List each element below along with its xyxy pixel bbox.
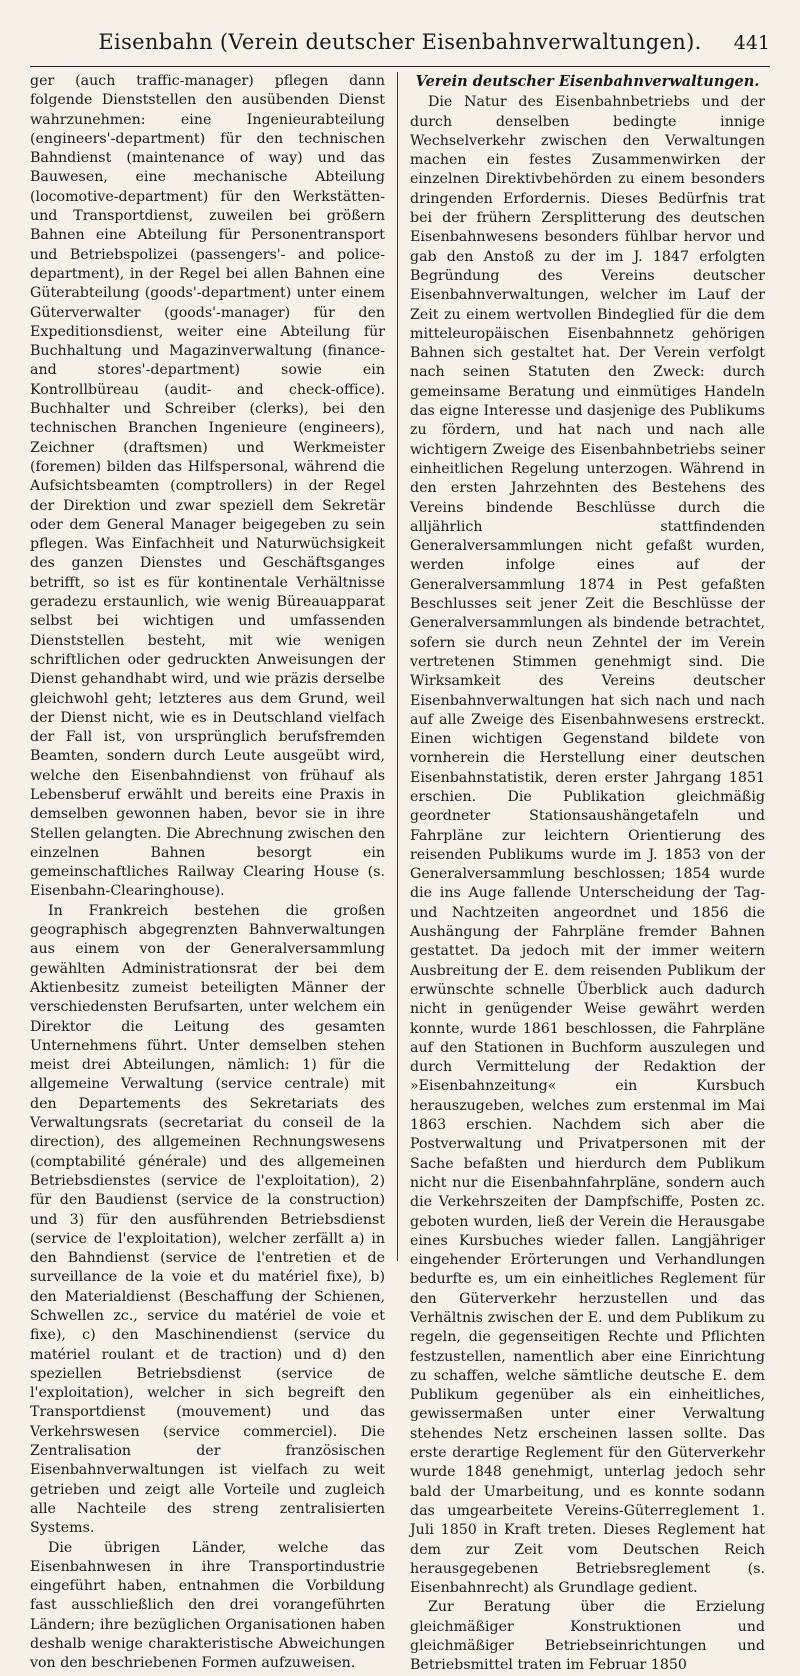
running-head bbox=[30, 26, 770, 67]
right-column bbox=[410, 72, 765, 1674]
left-paragraph-3: Die übrigen Länder, welche das Eisenbahnwesen in ihre Transportindustrie eingeführt haben, entnahmen die Vorbildung fast ausschließlich den drei vorangeführten Ländern; ihre bezüglichen Organisationen haben deshalb wenige charakteristische Abweichungen von den beschriebenen Formen aufzuweisen. bbox=[30, 1539, 385, 1672]
left-column bbox=[30, 72, 385, 1672]
section-heading: Verein deutscher Eisenbahnverwaltungen. bbox=[415, 73, 760, 90]
column-divider bbox=[397, 72, 398, 1261]
two-column-body bbox=[30, 72, 770, 1674]
left-paragraph-1: ger (auch traffic-manager) pflegen dann folgende Dienststellen den ausübenden Dienst wahrzunehmen: eine Ingenieurabteilung (engineers'-department) für den technischen Bahndienst (maintenance of way) und das Bauwesen, eine mechanische Abteilung (locomotive-department) für den Werkstätten- und Transportdienst, zuweilen bei größern Bahnen eine Abteilung für Personentransport und Betriebspolizei (passengers'- and police-department), in der Regel bei allen Bahnen eine Güterabteilung (goods'-department) unter einem Güterverwalter (goods'-manager) für den Expeditionsdienst, weiter eine Abteilung für Buchhaltung und Magazinverwaltung (finance- and stores'-department) sowie ein Kontrollbüreau (audit- and check-office). Buchhalter und Schreiber (clerks), bei den technischen Branchen Ingenieure (engineers), Zeichner (draftsmen) und Werkmeister (foremen) bilden das Hilfspersonal, während die Aufsichtsbeamten (comptrollers) in der Regel der Direktion und zwar speziell dem Sekretär oder dem General Manager beigegeben zu sein pflegen. Was Einfachheit und Naturwüchsigkeit des ganzen Dienstes und Geschäftsganges betrifft, so ist es für kontinentale Verhältnisse geradezu erstaunlich, wie wenig Büreauapparat selbst bei wichtigen und umfassenden Dienststellen besteht, mit wie wenigen schriftlichen oder gedruckten Anweisungen der Dienst gehandhabt wird, und wie präzis derselbe gleichwohl geht; letzteres aus dem Grund, weil der Dienst nicht, wie es in Deutschland vielfach der Fall ist, von ursprünglich berufsfremden Beamten, sondern durch Leute ausgeübt wird, welche den Eisenbahndienst von frühauf als Lebensberuf erwählt und bereits eine Praxis in demselben gewonnen haben, bevor sie in ihre Stellen gelangten. Die Abrechnung zwischen den einzelnen Bahnen besorgt ein gemeinschaftliches Railway Clearing House (s. Eisenbahn-Clearinghouse). bbox=[30, 73, 385, 900]
right-paragraph-2: Zur Beratung über die Erzielung gleichmäßiger Konstruktionen und gleichmäßiger Betriebseinrichtungen und Betriebsmittel traten im Februar 1850 bbox=[410, 1599, 765, 1674]
left-paragraph-2: In Frankreich bestehen die großen geographisch abgegrenzten Bahnverwaltungen aus einem von der Generalversammlung gewählten Administrationsrat der bei dem Aktienbesitz zumeist beteiligten Männer der verschiedensten Berufsarten, unter welchem ein Direktor die Leitung des gesamten Unternehmens führt. Unter demselben stehen meist drei Abteilungen, nämlich: 1) für die allgemeine Verwaltung (service centrale) mit den Departements des Sekretariats des Verwaltungsrats (secretariat du conseil de la direction), des allgemeinen Rechnungswesens (comptabilité générale) und des allgemeinen Betriebsdienstes (service de l'exploitation), 2) für den Baudienst (service de la construction) und 3) für den ausführenden Betriebsdienst (service de l'exploitation), welcher zerfällt a) in den Bahndienst (service de l'entretien et de surveillance de la voie et du matériel fixe), b) den Materialdienst (Beschaffung der Schienen, Schwellen zc., service du matériel de voie et fixe), c) den Maschinendienst (service du matériel roulant et de traction) und d) den speziellen Betriebsdienst (service de l'exploitation), welcher in sich begreift den Transportdienst (mouvement) und das Verkehrswesen (service commerciel). Die Zentralisation der französischen Eisenbahnverwaltungen ist vielfach zu weit getrieben und zeigt alle Vorteile und zugleich alle Nachteile des streng zentralisierten Systems. bbox=[30, 902, 385, 1537]
page-number: 441 bbox=[733, 32, 770, 54]
right-paragraph-1: Die Natur des Eisenbahnbetriebs und der durch denselben bedingte innige Wechselverkehr zwischen den Verwaltungen machen ein festes Zusammenwirken der einzelnen Direktivbehörden zu einem besonders dringenden Erfordernis. Dieses Bedürfnis trat bei der frühern Zersplitterung des deutschen Eisenbahnwesens besonders fühlbar hervor und gab den Anstoß zu der im J. 1847 erfolgten Begründung des Vereins deutscher Eisenbahnverwaltungen, welcher im Lauf der Zeit zu einem wertvollen Bindeglied für die dem mitteleuropäischen Eisenbahnnetz gehörigen Bahnen sich gestaltet hat. Der Verein verfolgt nach seinen Statuten den Zweck: durch gemeinsame Beratung und einmütiges Handeln das eigne Interesse und dasjenige des Publikums zu fördern, und hat nach und nach alle wichtigern Zweige des Eisenbahnbetriebs seiner einheitlichen Regelung unterzogen. Während in den ersten Jahrzehnten des Bestehens des Vereins bindende Beschlüsse durch die alljährlich stattfindenden Generalversammlungen nicht gefaßt wurden, werden infolge eines auf der Generalversammlung 1874 in Pest gefaßten Beschlusses seit jener Zeit die Beschlüsse der Generalversammlungen als bindende betrachtet, sofern sie durch neun Zehntel der im Verein vertretenen Stimmen genehmigt sind. Die Wirksamkeit des Vereins deutscher Eisenbahnverwaltungen hat sich nach und nach auf alle Zweige des Eisenbahnwesens erstreckt. Einen wichtigen Gegenstand bildete von vornherein die Herstellung einer deutschen Eisenbahnstatistik, deren erster Jahrgang 1851 erschien. Die Publikation gleichmäßig geordneter Stationsaushängetafeln und Fahrpläne zur leichtern Orientierung des reisenden Publikums wurde im J. 1853 von der Generalversammlung beschlossen; 1854 wurde die ins Auge fallende Unterscheidung der Tag- und Nachtzeiten angeordnet und 1856 die Aushängung der Fahrpläne fremder Bahnen gestattet. Da jedoch mit der immer weitern Ausbreitung der E. dem reisenden Publikum der erwünschte schnelle Überblick auch dadurch nicht in genügender Weise gewährt werden konnte, wurde 1861 beschlossen, die Fahrpläne auf den Stationen in Buchform auszulegen und durch Vermittelung der Redaktion der »Eisenbahnzeitung« ein Kursbuch herauszugeben, welches zum erstenmal im Mai 1863 erschien. Nachdem sich aber die Postverwaltung und Privatpersonen mit der Sache befaßten und hierdurch dem Publikum nicht nur die Eisenbahnfahrpläne, sondern auch die Verkehrszeiten der Dampfschiffe, Posten zc. geboten wurden, ließ der Verein die Herausgabe eines Kursbuches wieder fallen. Langjähriger eingehender Erörterungen und Verhandlungen bedurfte es, um ein einheitliches Reglement für den Güterverkehr herzustellen und das Verhältnis zwischen der E. und dem Publikum zu regeln, die gegenseitigen Rechte und Pflichten festzustellen, namentlich aber eine Einrichtung zu schaffen, welche sämtliche deutsche E. dem Publikum gegenüber als ein einheitliches, gewissermaßen unter einer Verwaltung stehendes Netz erscheinen lassen sollte. Das erste derartige Reglement für den Güterverkehr wurde 1848 genehmigt, unterlag jedoch sehr bald der Umarbeitung, und es konnte sodann das umgearbeitete Vereins-Güterreglement 1. Juli 1850 in Kraft treten. Dieses Reglement hat dem zur Zeit vom Deutschen Reich herausgegebenen Betriebsreglement (s. Eisenbahnrecht) als Grundlage gedient. bbox=[410, 94, 765, 1597]
running-title: Eisenbahn (Verein deutscher Eisenbahnverwaltungen). bbox=[98, 30, 702, 54]
